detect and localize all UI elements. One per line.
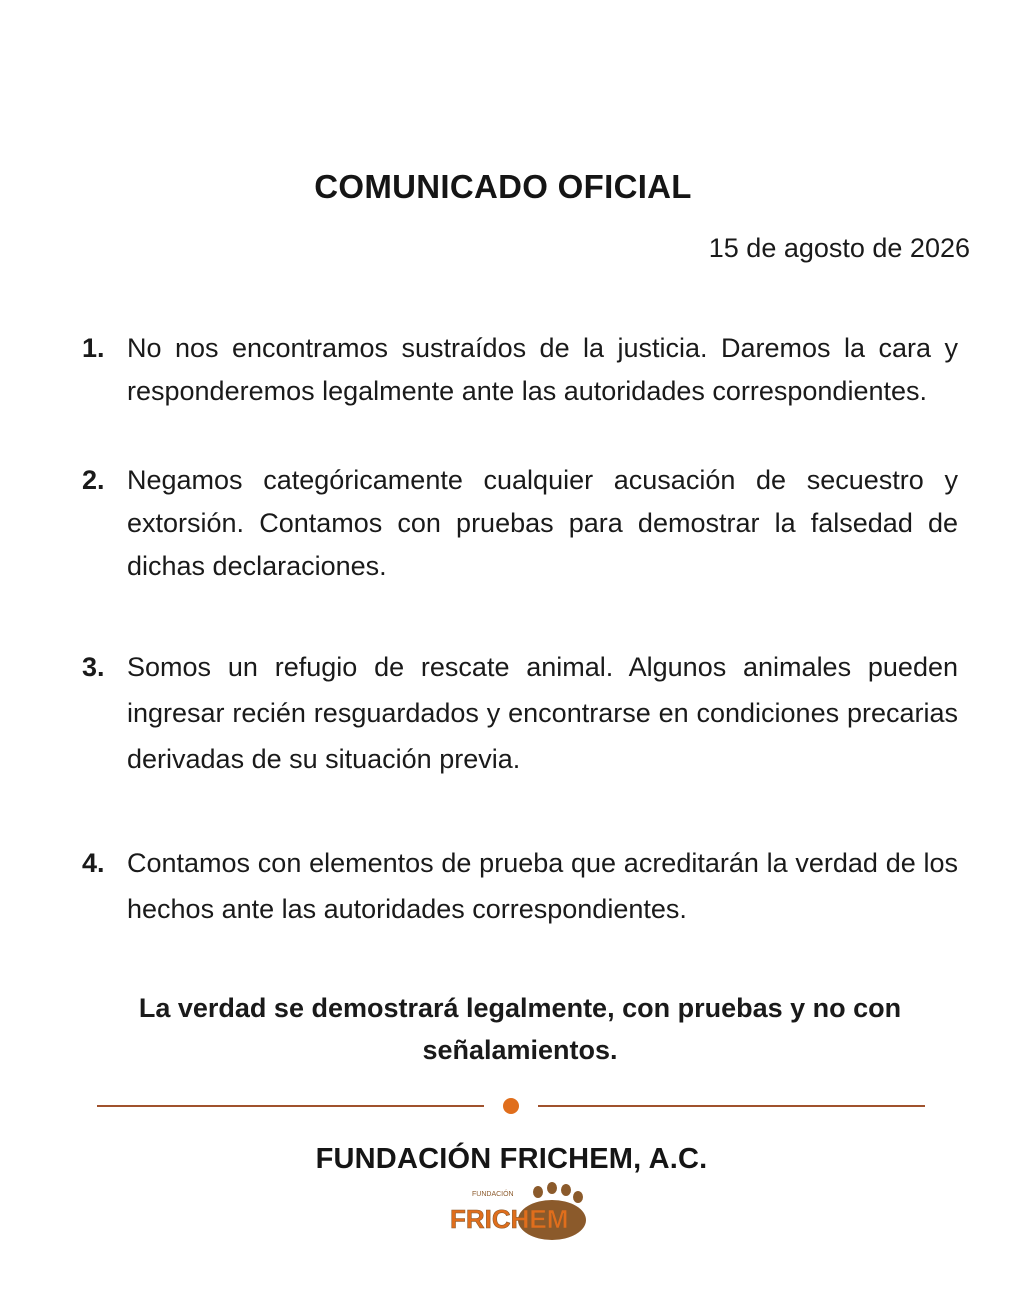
divider-dot: [503, 1098, 519, 1114]
item-text: Negamos categóricamente cualquier acusación de secuestro y extorsión. Contamos con pruebas para demostrar la falsedad de dichas declaraciones.: [127, 465, 958, 581]
item-text: Contamos con elementos de prueba que acreditarán la verdad de los hechos ante las autoridades correspondientes.: [127, 848, 958, 924]
item-text: Somos un refugio de rescate animal. Algunos animales pueden ingresar recién resguardados y encontrarse en condiciones precarias derivadas de su situación previa.: [127, 652, 958, 774]
page-title: COMUNICADO OFICIAL: [314, 168, 692, 205]
item-number: 4.: [82, 848, 105, 878]
list-item: [82, 644, 958, 782]
logo-main-text: FRICHEM: [450, 1204, 569, 1234]
organization-name: FUNDACIÓN FRICHEM, A.C.: [315, 1143, 708, 1175]
document-date: 15 de agosto de 2026: [708, 233, 970, 263]
divider-line-right: [538, 1105, 925, 1107]
item-number: 1.: [82, 333, 105, 363]
list-item: [82, 459, 958, 588]
item-number: 2.: [82, 465, 105, 495]
item-text: No nos encontramos sustraídos de la justicia. Daremos la cara y responderemos legalmente ante las autoridades correspondientes.: [127, 333, 958, 406]
logo-small-text: FUNDACIÓN: [472, 1191, 514, 1198]
list-item: [82, 327, 958, 413]
divider-line-left: [97, 1105, 484, 1107]
frichem-logo: [440, 1180, 600, 1250]
item-number: 3.: [82, 652, 105, 682]
closing-statement: La verdad se demostrará legalmente, con pruebas y no con señalamientos.: [138, 993, 902, 1065]
paw-print-icon: [533, 1182, 583, 1203]
list-item: [82, 840, 958, 932]
